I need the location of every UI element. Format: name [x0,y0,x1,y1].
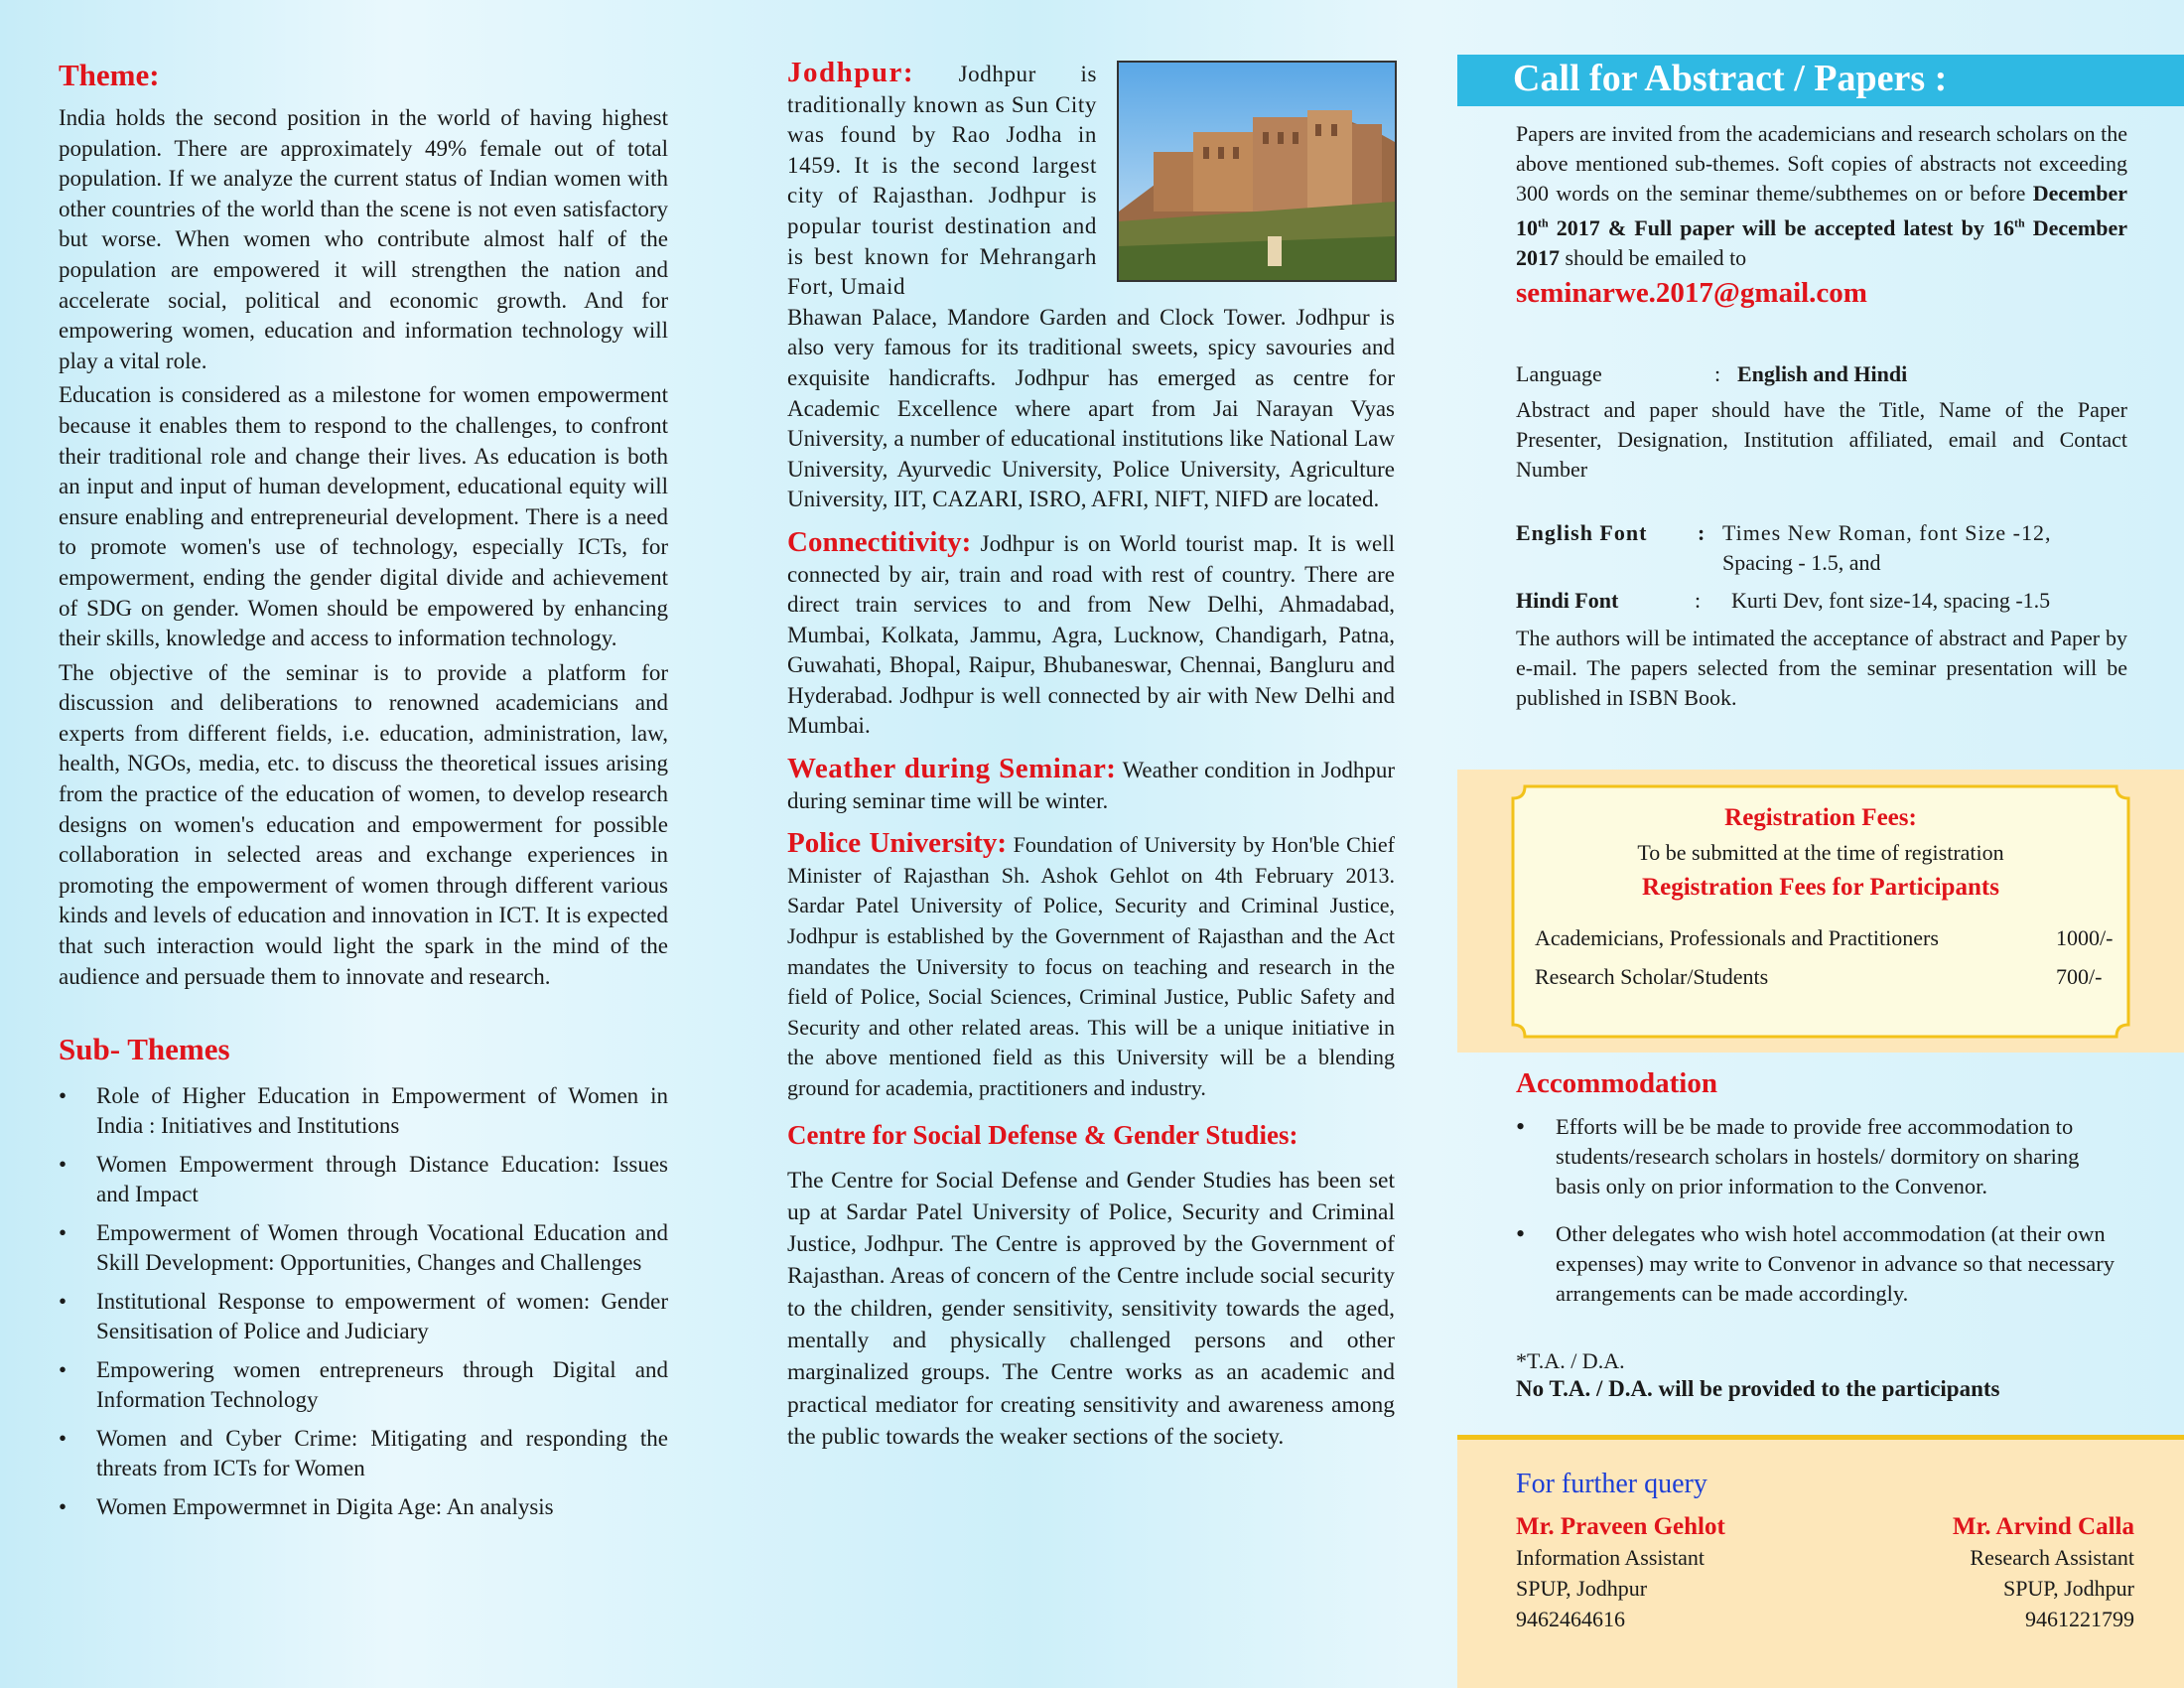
fee-row: Research Scholar/Students 700/- [1535,964,2103,989]
weather-heading: Weather during Seminar: [787,753,1117,785]
hindi-font-row: Hindi Font : Kurti Dev, font size-14, spacing -1.5 [1516,588,2051,614]
list-item: • Role of Higher Education in Empowerment of Women in India : Initiatives and Institutions [59,1083,668,1139]
theme-paragraph-2: Education is considered as a milestone for women empowerment because it enables them to respond to the challenges, to confront their traditional role and change their lives. As education is both an input and input of human development, educational equity will ensure enabling and entrepreneurial development. There is a need to promote women's use of technology, especially ICTs, for empowerment, ending the gender digital divide and achievement of SDG on gender. Women should be empowered by enhancing their skills, knowledge and access to information technology. [59,382,668,651]
registration-box [1511,784,2130,1039]
contact-org: SPUP, Jodhpur [1516,1576,1648,1601]
bullet: • [1516,1219,1526,1248]
list-item: • Empowerment of Women through Vocational Education and Skill Development: Opportunities, Changes and Challenges [59,1220,668,1276]
bullet: • [1516,1112,1526,1141]
list-item: • Women and Cyber Crime: Mitigating and responding the threats from ICTs for Women [59,1426,668,1481]
column-theme [59,58,668,1531]
call-heading: Call for Abstract / Papers : [1513,58,1948,99]
police-paragraph: Police University: Foundation of University by Hon'ble Chief Minister of Rajasthan Sh. Ashok Gehlot on 4th February 2013. Sardar Patel University of Police, Security and Criminal Justice, Jodhpur is established by the Government of Rajasthan and the Act mandates the University to focus on teaching and research in the field of Police, Social Sciences, Criminal Justice, Public Safety and Security and other related areas. This will be a unique initiative in the above mentioned field as this University will be a blending ground for academia, practitioners and industry. [787,827,1395,1100]
contact-right [1953,1511,2134,1634]
centre-heading: Centre for Social Defense & Gender Studies: [787,1119,1298,1150]
query-band [1457,1435,2184,1688]
contact-phone: 9461221799 [2025,1607,2134,1631]
column-accommodation [1516,1067,2129,1402]
list-item: • Institutional Response to empowerment of women: Gender Sensitisation of Police and Judiciary [59,1289,668,1344]
police-heading: Police University: [787,827,1008,860]
bullet: • [59,1152,68,1178]
jodhpur-text: Jodhpur is traditionally known as Sun City was found by Rao Jodha in 1459. It is the second largest city of Rajasthan. Jodhpur is popular tourist destination and is best known for Mehrangarh Fort, Umaid [787,62,1097,300]
fee-row: Academicians, Professionals and Practitioners 1000/- [1535,925,2114,950]
registration-sub: To be submitted at the time of registration [1637,840,2004,865]
list-item: • Women Empowermnet in Digita Age: An analysis [59,1492,668,1522]
list-item: • Other delegates who wish hotel accommodation (at their own expenses) may write to Convenor in advance so that necessary arrangements can be made accordingly. [1516,1219,2115,1306]
jodhpur-heading: Jodhpur: [787,57,915,88]
theme-paragraph-3: The objective of the seminar is to provide a platform for discussion and deliberations to renowned academicians and experts from different fields, i.e. education, administration, law, health, NGOs, media, etc. to discuss the theoretical issues arising from the practice of the education of women, to develop research designs on women's education and empowerment for possible collaboration in selected areas and exchange experiences in promoting the empowerment of women through different various kinds and levels of education and innovation in ICT. It is expected that such interaction would light the spark in the mind of the audience and persuade them to innovate and research. [59,659,668,989]
contact-phone: 9462464616 [1516,1607,1625,1631]
query-heading: For further query [1516,1469,1707,1499]
acceptance-note: The authors will be intimated the acceptance of abstract and Paper by e-mail. The papers selected from the seminar presentation will be published in ISBN Book. [1516,626,2127,711]
subthemes-list [59,1081,668,1522]
call-text: Papers are invited from the academicians and research scholars on the above mentioned sub-themes. Soft copies of abstracts not exceeding 300 words on the seminar theme/subthemes on or before December 10th 2017 & Full paper will be accepted latest by 16th December 2017 should be emailed to [1516,121,2128,271]
email-link[interactable]: seminarwe.2017@gmail.com [1516,277,1867,310]
jodhpur-text-continued: Bhawan Palace, Mandore Garden and Clock Tower. Jodhpur is also very famous for its traditional sweets, spicy savouries and exquisite handicrafts. Jodhpur has emerged as centre for Academic Excellence where apart from Jai Narayan Vyas University, a number of educational institutions like National Law University, Ayurvedic University, Police University, Agriculture University, IIT, CAZARI, ISRO, AFRI, NIFT, NIFD are located. [787,304,1395,512]
theme-heading: Theme: [59,58,160,92]
list-item: • Women Empowerment through Distance Education: Issues and Impact [59,1152,668,1207]
contact-role: Research Assistant [1970,1545,2134,1570]
call-for-papers-banner [1457,55,2184,106]
weather-paragraph: Weather during Seminar: Weather condition in Jodhpur during seminar time will be winter. [787,753,1395,813]
language-note: Abstract and paper should have the Title, Name of the Paper Presenter, Designation, Institution affiliated, email and Contact Number [1516,397,2127,483]
registration-heading-2: Registration Fees for Participants [1642,874,1999,901]
bullet: • [59,1083,68,1109]
contact-org: SPUP, Jodhpur [2002,1576,2134,1601]
centre-text: The Centre for Social Defense and Gender Studies has been set up at Sardar Patel University of Police, Security and Criminal Justice, Jodhpur. The Centre is approved by the Government of Rajasthan. Areas of concern of the Centre include social security to the children, gender sensitivity, sensitivity towards the aged, mentally and physically challenged persons and other marginalized groups. The Centre works as an academic and practical mediator for creating sensitivity and awareness among the public towards the weaker sections of the society. [787,1167,1395,1450]
column-call [1516,119,2127,713]
language-row: Language : English and Hindi [1516,361,1908,387]
theme-paragraph-1: India holds the second position in the world of having highest population. There are approximately 49% female out of total population. If we analyze the current status of Indian women with other countries of the world than the scene is not even satisfactory but worse. When women who contribute almost half of the population are empowered it will strengthen the nation and accelerate social, political and economic growth. And for empowering women, education and information technology will play a vital role. [59,105,668,373]
connectivity-paragraph: Connectitivity: Jodhpur is on World tourist map. It is well connected by air, train and road with rest of country. There are direct train services to and from New Delhi, Ahmadabad, Mumbai, Kolkata, Jammu, Agra, Lucknow, Chandigarh, Patna, Guwahati, Bhopal, Raipur, Bhubaneswar, Chennai, Bangluru and Hyderabad. Jodhpur is well connected by air with New Delhi and Mumbai. [787,525,1396,739]
contact-name: Mr. Arvind Calla [1952,1513,2134,1540]
ta-label: *T.A. / D.A. [1516,1348,1625,1373]
bullet: • [59,1494,68,1520]
bullet: • [59,1357,68,1383]
jodhpur-intro [787,58,1097,303]
bullet: • [59,1220,68,1246]
accommodation-heading: Accommodation [1516,1067,1717,1099]
contact-role: Information Assistant [1516,1545,1706,1570]
list-item: • Empowering women entrepreneurs through Digital and Information Technology [59,1357,668,1413]
subthemes-heading: Sub- Themes [59,1032,230,1067]
contact-left [1516,1511,1725,1634]
ta-note: No T.A. / D.A. will be provided to the participants [1516,1376,2000,1401]
registration-heading: Registration Fees: [1724,804,1917,831]
english-font-row: English Font : Times New Roman, font Size -12, Spacing - 1.5, and [1516,520,2052,576]
bullet: • [59,1426,68,1452]
connectivity-heading: Connectitivity: [787,525,972,558]
list-item: • Efforts will be be made to provide free accommodation to students/research scholars in hostels/ dormitory on sharing basis only on prior information to the Convenor. [1516,1112,2080,1198]
column-jodhpur [787,58,1395,1453]
bullet: • [59,1289,68,1315]
contact-name: Mr. Praveen Gehlot [1516,1513,1725,1540]
